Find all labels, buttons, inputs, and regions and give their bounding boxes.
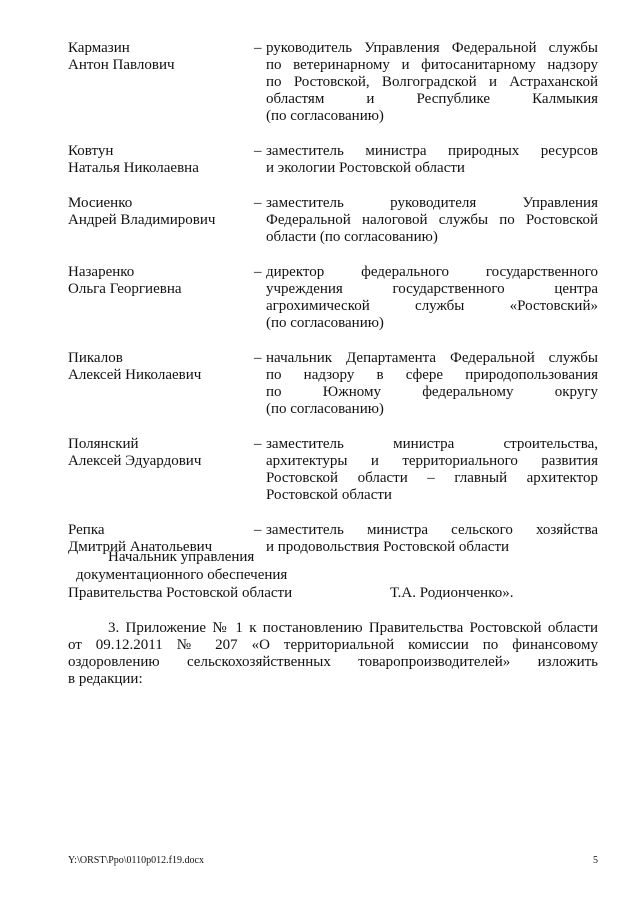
member-position-line: агрохимической службы «Ростовский» (266, 298, 598, 314)
member-dash: – (254, 264, 262, 280)
member-name-line: Полянский (68, 436, 139, 452)
paragraph-line: 3. Приложение № 1 к постановлению Правительства Ростовской области (108, 620, 598, 636)
member-position (266, 350, 598, 418)
member-position-line: архитектуры и территориального развития (266, 453, 598, 469)
signature-title-line-1: Начальник управления (108, 549, 255, 565)
member-position-line: директор федерального государственного (266, 264, 598, 280)
member-name-line: Ольга Георгиевна (68, 281, 182, 297)
member-name-line: Репка (68, 522, 105, 538)
member-position-line: заместитель министра природных ресурсов (266, 143, 598, 159)
member-name-line: Антон Павлович (68, 57, 175, 73)
signatory-name: Т.А. Родионченко». (390, 585, 514, 601)
member-position (266, 436, 598, 504)
signature-block (68, 548, 598, 602)
member-position-line: заместитель министра сельского хозяйства (266, 522, 598, 538)
file-path: Y:\ORST\Ppo\0110p012.f19.docx (68, 855, 204, 866)
member-row (68, 143, 598, 177)
paragraph-line: оздоровлению сельскохозяйственных товаропроизводителей» изложить (68, 654, 598, 670)
member-name-line: Ковтун (68, 143, 114, 159)
member-position-line: Ростовской области (266, 487, 392, 503)
member-name (68, 143, 254, 177)
member-row (68, 40, 598, 125)
member-position-line: учреждения государственного центра (266, 281, 598, 297)
member-name-line: Наталья Николаевна (68, 160, 199, 176)
member-name-line: Назаренко (68, 264, 135, 280)
member-name-line: Мосиенко (68, 195, 133, 211)
member-name (68, 436, 254, 504)
member-position (266, 264, 598, 332)
member-position (266, 40, 598, 125)
paragraph-line: от 09.12.2011 № 207 «О территориальной комиссии по финансовому (68, 637, 598, 653)
member-dash: – (254, 436, 262, 452)
member-dash: – (254, 350, 262, 366)
member-position-line: и продовольствия Ростовской области (266, 539, 510, 555)
member-row (68, 195, 598, 246)
member-name (68, 40, 254, 125)
signature-title-line-2: документационного обеспечения (76, 567, 288, 583)
member-position-line: (по согласованию) (266, 315, 384, 331)
member-name-line: Андрей Владимирович (68, 212, 216, 228)
member-position-line: заместитель руководителя Управления (266, 195, 598, 211)
member-name (68, 264, 254, 332)
member-position-line: руководитель Управления Федеральной службы (266, 40, 598, 56)
amendment-paragraph (68, 620, 598, 688)
member-position-line: Федеральной налоговой службы по Ростовской (266, 212, 598, 228)
member-row (68, 436, 598, 504)
member-position-line: начальник Департамента Федеральной службы (266, 350, 598, 366)
member-name-line: Алексей Николаевич (68, 367, 202, 383)
page-number: 5 (593, 855, 598, 866)
member-name-line: Пикалов (68, 350, 123, 366)
member-position-line: заместитель министра строительства, (266, 436, 598, 452)
member-position-line: по Южному федеральному округу (266, 384, 598, 400)
member-position-line: области (по согласованию) (266, 229, 438, 245)
member-row (68, 264, 598, 332)
member-position-line: по ветеринарному и фитосанитарному надзору (266, 57, 598, 73)
member-dash: – (254, 143, 262, 159)
member-dash: – (254, 522, 262, 538)
member-position-line: Ростовской области – главный архитектор (266, 470, 598, 486)
member-position (266, 195, 598, 246)
member-position-line: и экологии Ростовской области (266, 160, 465, 176)
member-position (266, 143, 598, 177)
member-dash: – (254, 40, 262, 56)
member-name (68, 350, 254, 418)
member-name (68, 195, 254, 246)
member-position-line: (по согласованию) (266, 108, 384, 124)
member-dash: – (254, 195, 262, 211)
member-row (68, 350, 598, 418)
member-position-line: по надзору в сфере природопользования (266, 367, 598, 383)
member-name-line: Кармазин (68, 40, 130, 56)
member-position-line: областям и Республике Калмыкия (266, 91, 598, 107)
signature-title-line-3: Правительства Ростовской области (68, 585, 293, 601)
member-name-line: Алексей Эдуардович (68, 453, 202, 469)
member-name-line: Дмитрий Анатольевич (68, 539, 213, 555)
member-position-line: (по согласованию) (266, 401, 384, 417)
commission-members-list (68, 40, 598, 574)
member-position-line: по Ростовской, Волгоградской и Астраханской (266, 74, 598, 90)
paragraph-line: в редакции: (68, 671, 143, 687)
